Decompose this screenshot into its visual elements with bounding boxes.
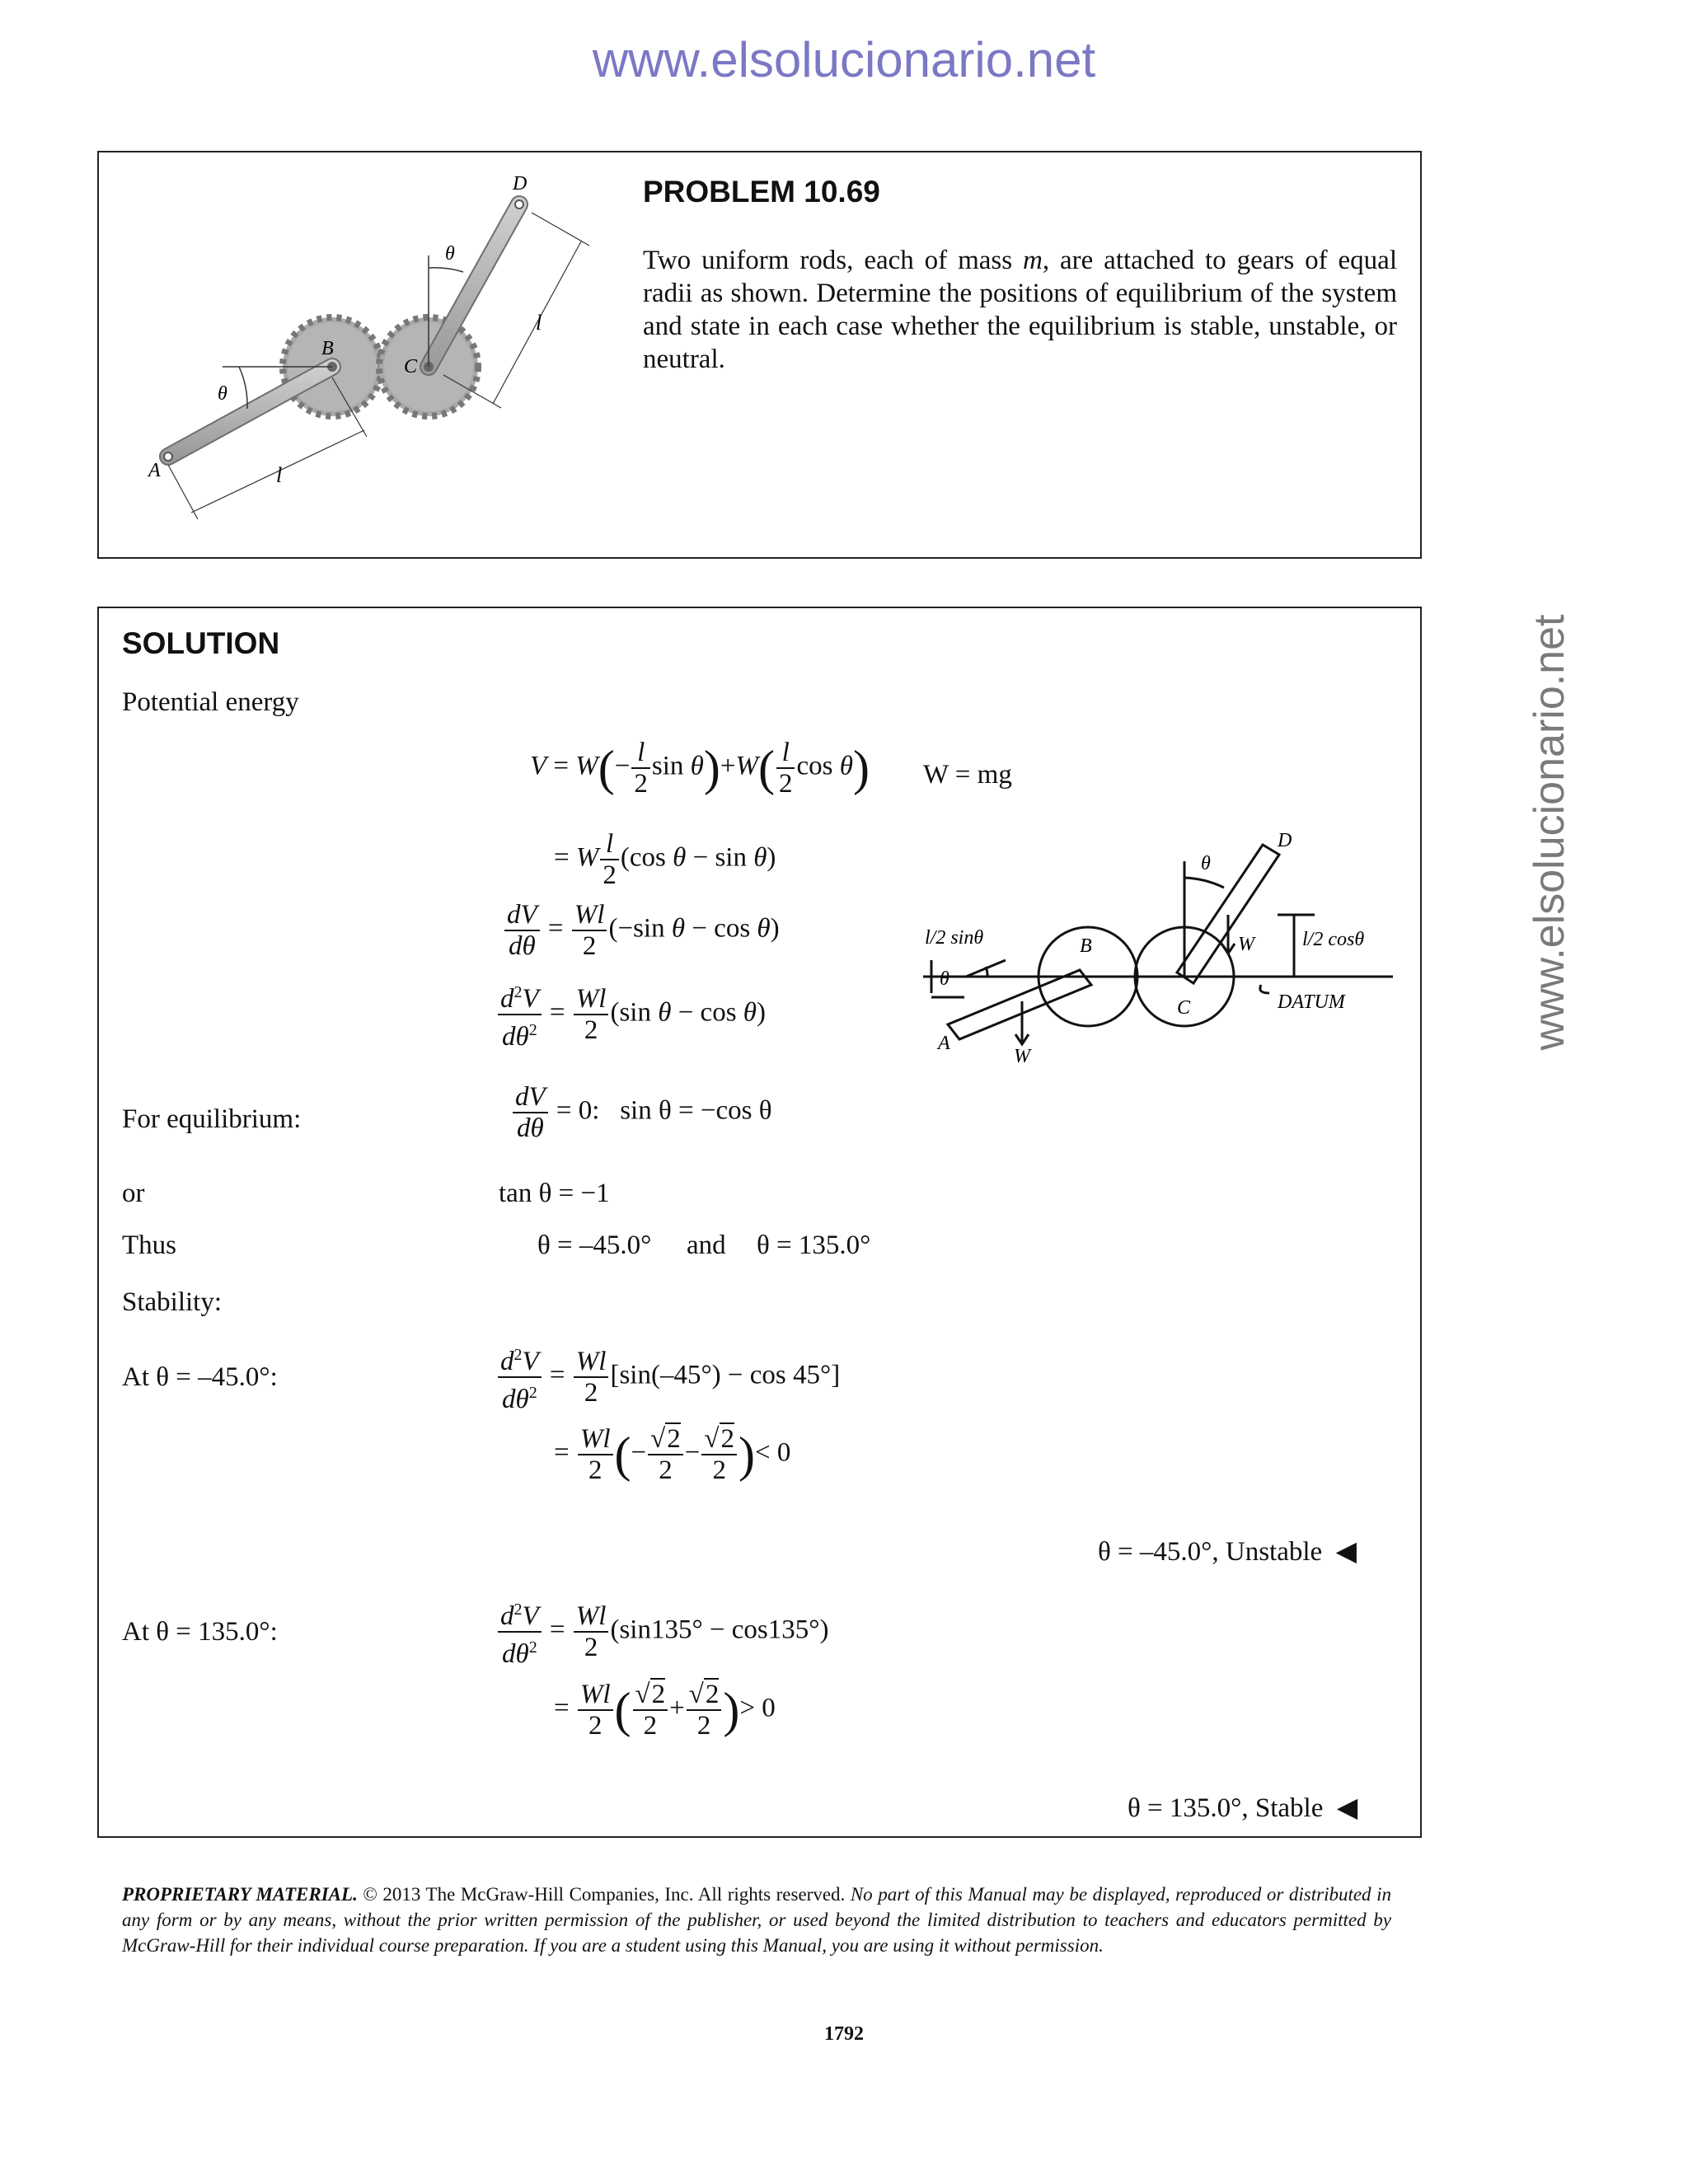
solution-title: SOLUTION [122, 626, 280, 660]
footer-copyright: PROPRIETARY MATERIAL. © 2013 The McGraw-Hill Companies, Inc. All rights reserved. No part of this Manual may be displayed, reproduced or distributed in any form or by any means, without the prior written permission of the publisher, or used beyond the limited distribution to teachers and educators permitted by McGraw-Hill for their individual course preparation. If you are a student using this Manual, you are using it without permission. [122, 1884, 1392, 1956]
page-number: 1792 [824, 2023, 864, 2045]
eq-stability-135: $\frac{d^2V}{d\theta^2}$ = $\frac{Wl}{2}$ (sin135° − cos135°) [496, 1595, 828, 1669]
sketch-label-b: B [1080, 935, 1092, 957]
problem-figure [140, 165, 618, 544]
eq-equilibrium-condition: $\frac{dV}{d\theta}$ = 0: sin θ = −cos θ [511, 1082, 772, 1143]
label-or: or [122, 1179, 145, 1208]
fig-label-d: D [513, 173, 528, 194]
eq-sin-cos: sin θ = −cos θ [620, 1095, 772, 1126]
sketch-rod-ab [948, 970, 1091, 1039]
eq-thus-2: θ = 135.0° [757, 1230, 871, 1260]
result-unstable: θ = –45.0°, Unstable ◀ [1098, 1537, 1357, 1567]
eq-tan: tan θ = −1 [499, 1179, 610, 1208]
problem-title: PROBLEM 10.69 [643, 175, 880, 209]
label-at-135: At θ = 135.0°: [122, 1617, 278, 1647]
sketch-label-w-left: W [1014, 1046, 1030, 1067]
watermark-top: www.elsolucionario.net [592, 32, 1096, 87]
sketch-label-w: W [1238, 934, 1254, 955]
eq-stability-135-value: = $\frac{Wl}{2}$ ( $\frac{√2}{2}$ + $\frac{√2}{2}$ )> 0 [554, 1680, 776, 1741]
watermark-side: www.elsolucionario.net [1526, 614, 1573, 1051]
eq-potential-simplified: = W $\frac{l}{2}$ (cos θ − sin θ) [554, 829, 776, 890]
sketch-label-d: D [1278, 830, 1292, 851]
eq-stability-neg45: $\frac{d^2V}{d\theta^2}$ = $\frac{Wl}{2}$ [sin(–45°) − cos 45°] [496, 1340, 840, 1414]
fig-label-a: A [148, 460, 161, 481]
sketch-label-c: C [1177, 997, 1191, 1019]
fig-label-theta-left: θ [218, 383, 227, 405]
label-at-neg45: At θ = –45.0°: [122, 1362, 278, 1392]
label-stability: Stability: [122, 1287, 223, 1317]
result-stable: θ = 135.0°, Stable ◀ [1128, 1793, 1358, 1823]
label-thus: Thus [122, 1230, 176, 1260]
sketch-rod-cd [1177, 845, 1279, 983]
sketch-label-theta-left: θ [940, 968, 950, 990]
problem-statement: Two uniform rods, each of mass m, are attached to gears of equal radii as shown. Determine the positions of equilibrium of the system and state in each case whether the equilibrium is stable, unstable, or neutral. [643, 246, 1397, 374]
label-for-equilibrium: For equilibrium: [122, 1104, 302, 1134]
eq-thus-and: and [687, 1230, 726, 1260]
eq-w-mg: W = mg [923, 760, 1012, 790]
sketch-label-theta: θ [1201, 853, 1211, 874]
solution-sketch [915, 828, 1409, 1067]
sketch-label-a: A [938, 1033, 950, 1054]
eq-first-derivative: $\frac{dV}{d\theta}$ = $\frac{Wl}{2}$ (−sin θ − cos θ) [503, 900, 780, 961]
eq-stability-neg45-value: = $\frac{Wl}{2}$ (− $\frac{√2}{2}$ − $\frac{√2}{2}$ )< 0 [554, 1424, 791, 1485]
eq-thus-1: θ = –45.0° [537, 1230, 652, 1260]
fig-label-l-bottom: l [276, 463, 283, 487]
fig-label-theta-top: θ [445, 243, 455, 265]
sketch-label-datum: DATUM [1278, 991, 1345, 1013]
sketch-label-lsin: l/2 sinθ [925, 927, 984, 949]
eq-potential-v: V = W(− $\frac{l}{2}$ sin θ)+W( $\frac{l}{2}$ cos θ) [530, 738, 870, 799]
sketch-label-lcos: l/2 cosθ [1302, 929, 1365, 950]
eq-second-derivative: $\frac{d^2V}{d\theta^2}$ = $\frac{Wl}{2}$ (sin θ − cos θ) [496, 977, 766, 1052]
label-potential-energy: Potential energy [122, 687, 299, 717]
fig-label-l-right: l [536, 311, 542, 335]
fig-label-b: B [321, 338, 334, 359]
fig-label-c: C [404, 356, 418, 377]
